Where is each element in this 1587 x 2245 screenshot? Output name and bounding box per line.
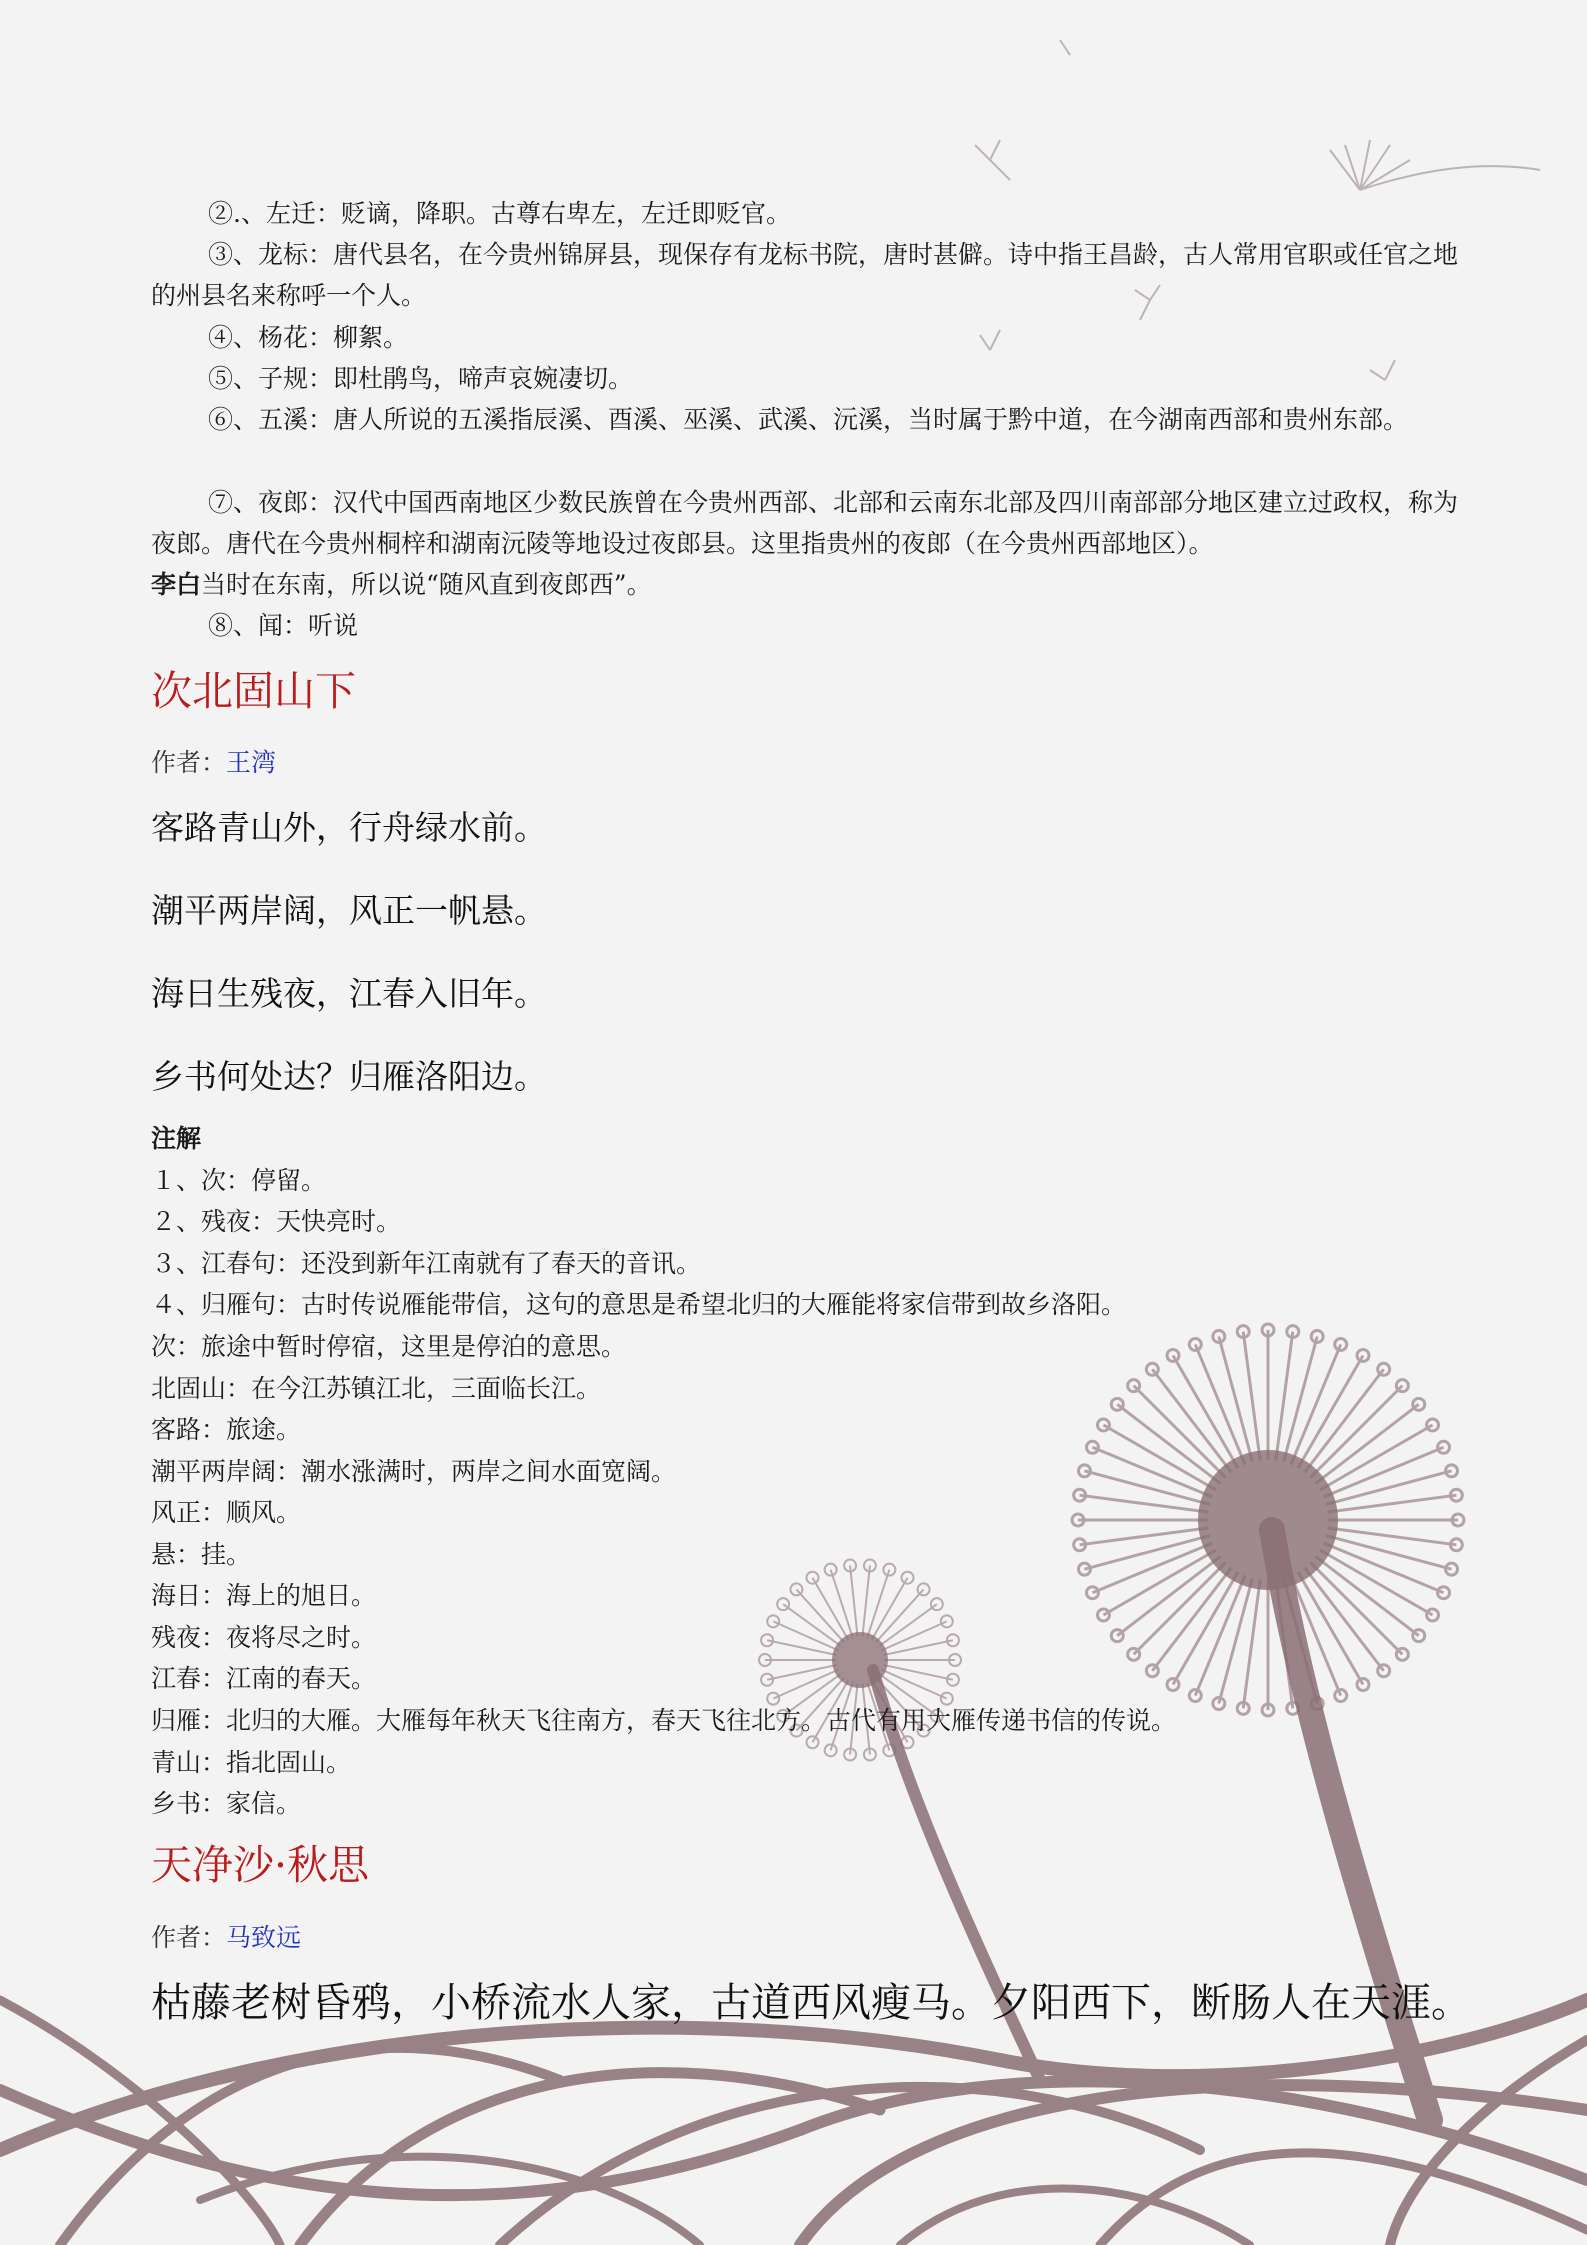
gloss-item: ４、归雁句：古时传说雁能带信，这句的意思是希望北归的大雁能将家信带到故乡洛阳。 (151, 1290, 1127, 1319)
poem-line: 海日生残夜，江春入旧年。 (151, 974, 547, 1013)
author-name: 王湾 (226, 748, 277, 777)
gloss-item: 潮平两岸阔：潮水涨满时，两岸之间水面宽阔。 (151, 1457, 677, 1486)
gloss-item: ２、残夜：天快亮时。 (151, 1207, 402, 1236)
gloss-item: 海日：海上的旭日。 (151, 1581, 377, 1610)
gloss-item: 客路：旅途。 (151, 1415, 302, 1444)
poem-line: 乡书何处达？归雁洛阳边。 (151, 1057, 547, 1096)
gloss-item: 风正：顺风。 (151, 1498, 302, 1527)
poem-author: 作者：马致远 (151, 1923, 302, 1952)
poem-line: 潮平两岸阔，风正一帆悬。 (151, 891, 547, 930)
poem-title: 天净沙·秋思 (151, 1841, 370, 1889)
poem-title: 次北固山下 (151, 667, 356, 715)
gloss-item: 青山：指北固山。 (151, 1748, 352, 1777)
gloss-item: ３、江春句：还没到新年江南就有了春天的音讯。 (151, 1249, 702, 1278)
note-item: ④、杨花：柳絮。 (208, 323, 409, 352)
notes-heading: 注解 (151, 1124, 202, 1153)
note-item: ⑤、子规：即杜鹃鸟，啼声哀婉凄切。 (208, 364, 634, 393)
gloss-item: １、次：停留。 (151, 1166, 327, 1195)
gloss-item: 归雁：北归的大雁。大雁每年秋天飞往南方，春天飞往北方。古代有用大雁传递书信的传说。 (151, 1706, 1177, 1735)
gloss-item: 乡书：家信。 (151, 1789, 302, 1818)
note-item: ⑦、夜郎：汉代中国西南地区少数民族曾在今贵州西部、北部和云南东北部及四川南部部分地区建立过政权，称为夜郎。唐代在今贵州桐梓和湖南沅陵等地设过夜郎县。这里指贵州的夜郎（在今贵州西部地区）。 (151, 488, 1459, 558)
note-item: ⑧、闻：听说 (208, 611, 359, 640)
poem-line: 枯藤老树昏鸦，小桥流水人家，古道西风瘦马。夕阳西下，断肠人在天涯。 (151, 1980, 1471, 2026)
gloss-item: 北固山：在今江苏镇江北，三面临长江。 (151, 1374, 602, 1403)
gloss-item: 次：旅途中暂时停宿，这里是停泊的意思。 (151, 1332, 627, 1361)
note-item: ②.、左迁：贬谪，降职。古尊右卑左，左迁即贬官。 (208, 199, 791, 228)
note-item-continued: 李白当时在东南，所以说“随风直到夜郎西”。 (151, 570, 652, 599)
author-name: 马致远 (226, 1923, 302, 1952)
note-item: ⑥、五溪：唐人所说的五溪指辰溪、酉溪、巫溪、武溪、沅溪，当时属于黔中道，在今湖南西部和贵州东部。 (208, 405, 1409, 434)
note-item: ③、龙标：唐代县名，在今贵州锦屏县，现保存有龙标书院，唐时甚僻。诗中指王昌龄，古人常用官职或任官之地的州县名来称呼一个人。 (151, 240, 1459, 310)
gloss-item: 残夜：夜将尽之时。 (151, 1623, 377, 1652)
poem-author: 作者：王湾 (151, 748, 277, 777)
gloss-item: 江春：江南的春天。 (151, 1664, 377, 1693)
gloss-item: 悬：挂。 (151, 1540, 252, 1569)
poet-name: 李白 (151, 570, 202, 599)
poem-line: 客路青山外，行舟绿水前。 (151, 808, 547, 847)
